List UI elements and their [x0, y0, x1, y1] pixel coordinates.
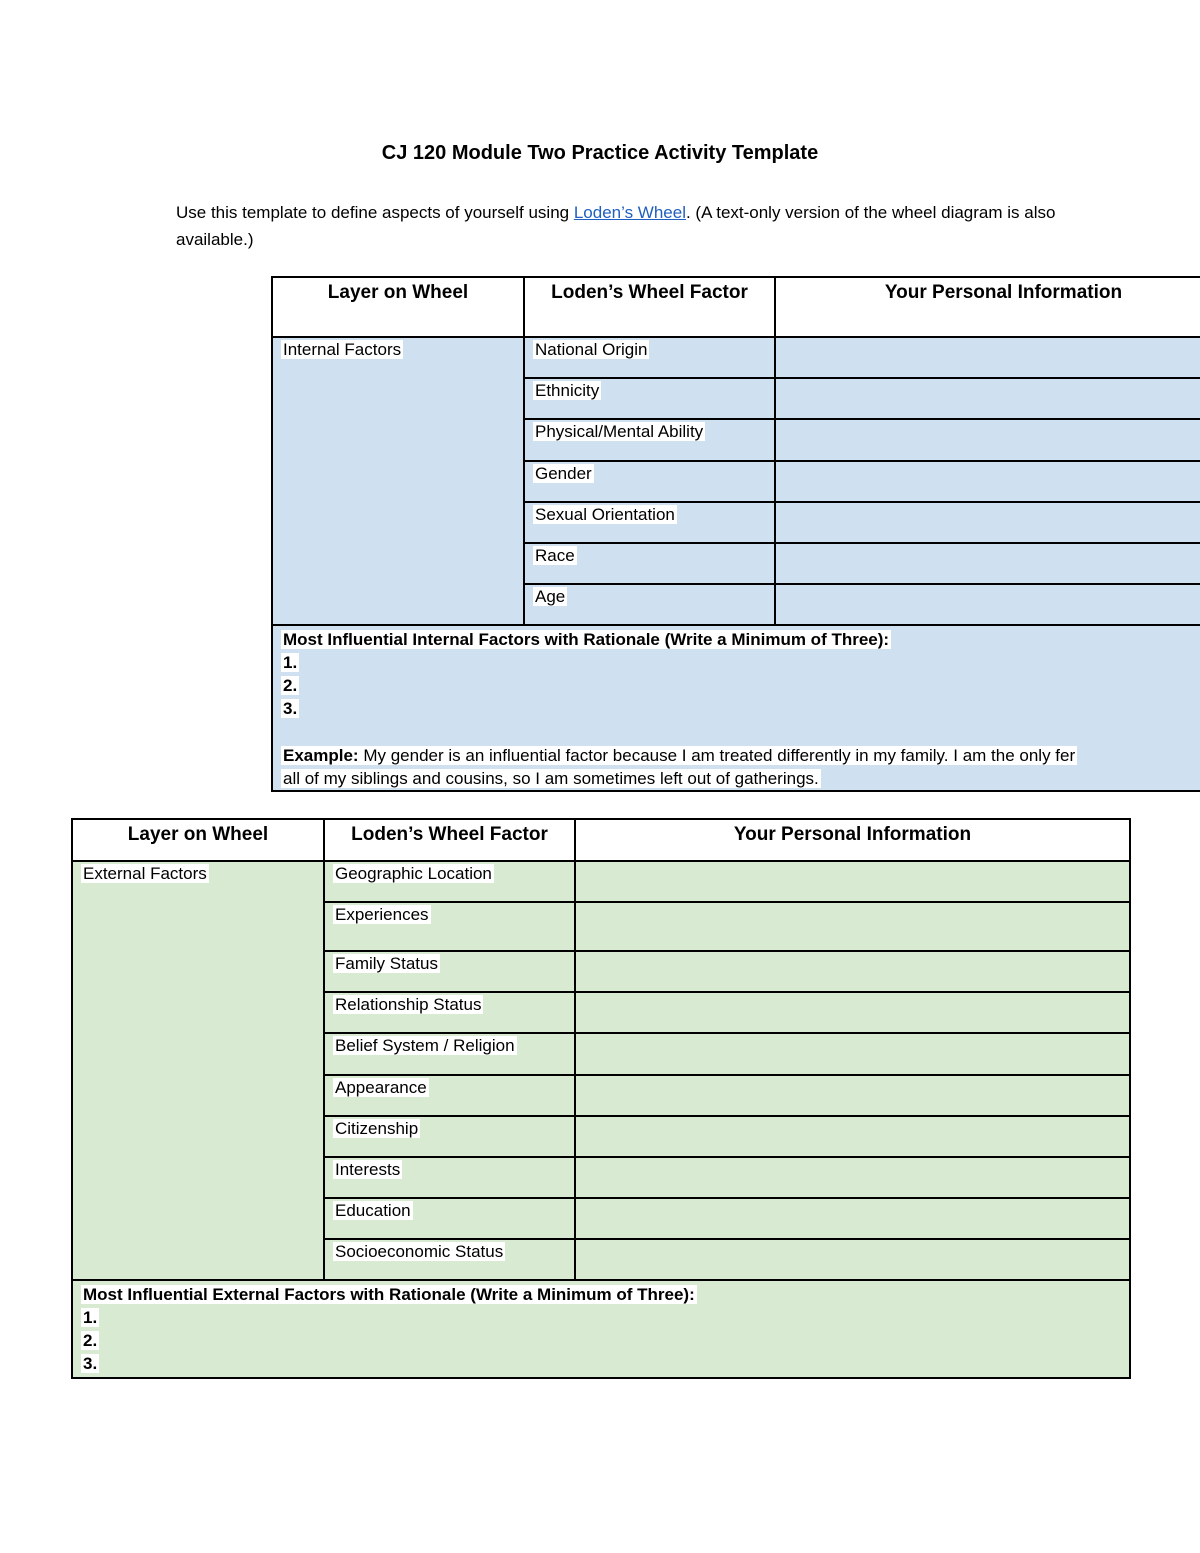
internal-summary-title: Most Influential Internal Factors with Rationale (Write a Minimum of Three): [283, 630, 890, 649]
personal-info-input[interactable] [775, 584, 1200, 625]
intro-text-end: . (A text-only version of the wheel diagram is also available.) [176, 203, 1056, 249]
factor-label: Age [535, 587, 566, 606]
personal-info-input[interactable] [575, 1075, 1130, 1116]
internal-layer-label: Internal Factors [283, 340, 402, 359]
summary-item-number: 2. [283, 676, 298, 695]
factor-cell [324, 1239, 575, 1280]
factor-cell [524, 502, 775, 543]
header-lodens-wheel-factor: Loden’s Wheel Factor [524, 277, 775, 337]
factor-cell [524, 461, 775, 502]
internal-factors-table [271, 276, 1200, 792]
factor-cell [524, 543, 775, 584]
factor-label: Experiences [335, 905, 429, 924]
factor-label: National Origin [535, 340, 648, 359]
factor-label: Belief System / Religion [335, 1036, 515, 1055]
external-layer-label: External Factors [83, 864, 207, 883]
factor-label: Geographic Location [335, 864, 492, 883]
factor-label: Appearance [335, 1078, 427, 1097]
lodens-wheel-link[interactable]: Loden’s Wheel [573, 203, 686, 222]
external-factors-table [71, 818, 1131, 1379]
page-title: CJ 120 Module Two Practice Activity Template [381, 142, 819, 164]
personal-info-input[interactable] [775, 502, 1200, 543]
header-layer-on-wheel: Layer on Wheel [72, 819, 324, 861]
factor-cell [324, 1198, 575, 1239]
factor-cell [324, 951, 575, 992]
personal-info-input[interactable] [575, 992, 1130, 1033]
intro-text-start: Use this template to define aspects of yourself using [176, 203, 574, 222]
personal-info-input[interactable] [575, 1198, 1130, 1239]
factor-cell [524, 584, 775, 625]
factor-label: Socioeconomic Status [335, 1242, 504, 1261]
summary-item-number: 1. [83, 1308, 98, 1327]
external-layer-cell [72, 861, 324, 1280]
personal-info-input[interactable] [775, 419, 1200, 461]
summary-item-number: 1. [283, 653, 298, 672]
header-layer-on-wheel: Layer on Wheel [272, 277, 524, 337]
factor-cell [324, 1116, 575, 1157]
personal-info-input[interactable] [575, 861, 1130, 902]
factor-label: Relationship Status [335, 995, 482, 1014]
personal-info-input[interactable] [775, 461, 1200, 502]
example-text-continued: all of my siblings and cousins, so I am sometimes left out of gatherings. [283, 769, 819, 788]
factor-label: Gender [535, 464, 592, 483]
personal-info-input[interactable] [775, 337, 1200, 378]
factor-cell [324, 1075, 575, 1116]
personal-info-input[interactable] [575, 1157, 1130, 1198]
intro-paragraph [176, 199, 1056, 253]
factor-label: Interests [335, 1160, 401, 1179]
factor-label: Citizenship [335, 1119, 419, 1138]
header-your-personal-information: Your Personal Information [775, 277, 1200, 337]
factor-label: Education [335, 1201, 411, 1220]
personal-info-input[interactable] [775, 543, 1200, 584]
factor-cell [324, 1033, 575, 1075]
header-your-personal-information: Your Personal Information [575, 819, 1130, 861]
personal-info-input[interactable] [575, 1033, 1130, 1075]
personal-info-input[interactable] [575, 1239, 1130, 1280]
factor-cell [324, 992, 575, 1033]
factor-cell [324, 861, 575, 902]
external-summary-cell[interactable] [72, 1280, 1130, 1378]
internal-layer-cell [272, 337, 524, 625]
header-lodens-wheel-factor: Loden’s Wheel Factor [324, 819, 575, 861]
personal-info-input[interactable] [775, 378, 1200, 419]
factor-label: Race [535, 546, 575, 565]
factor-cell [324, 902, 575, 951]
factor-label: Family Status [335, 954, 438, 973]
external-summary-title: Most Influential External Factors with Rationale (Write a Minimum of Three): [83, 1285, 695, 1304]
example-label: Example: [283, 746, 359, 765]
factor-label: Sexual Orientation [535, 505, 675, 524]
summary-item-number: 3. [283, 699, 298, 718]
summary-item-number: 2. [83, 1331, 98, 1350]
factor-cell [524, 419, 775, 461]
internal-summary-cell[interactable] [272, 625, 1200, 791]
personal-info-input[interactable] [575, 1116, 1130, 1157]
personal-info-input[interactable] [575, 951, 1130, 992]
factor-label: Ethnicity [535, 381, 600, 400]
factor-cell [324, 1157, 575, 1198]
personal-info-input[interactable] [575, 902, 1130, 951]
factor-label: Physical/Mental Ability [535, 422, 704, 441]
factor-cell [524, 337, 775, 378]
factor-cell [524, 378, 775, 419]
example-text: My gender is an influential factor because I am treated differently in my family. I am the only fer [358, 746, 1076, 765]
summary-item-number: 3. [83, 1354, 98, 1373]
